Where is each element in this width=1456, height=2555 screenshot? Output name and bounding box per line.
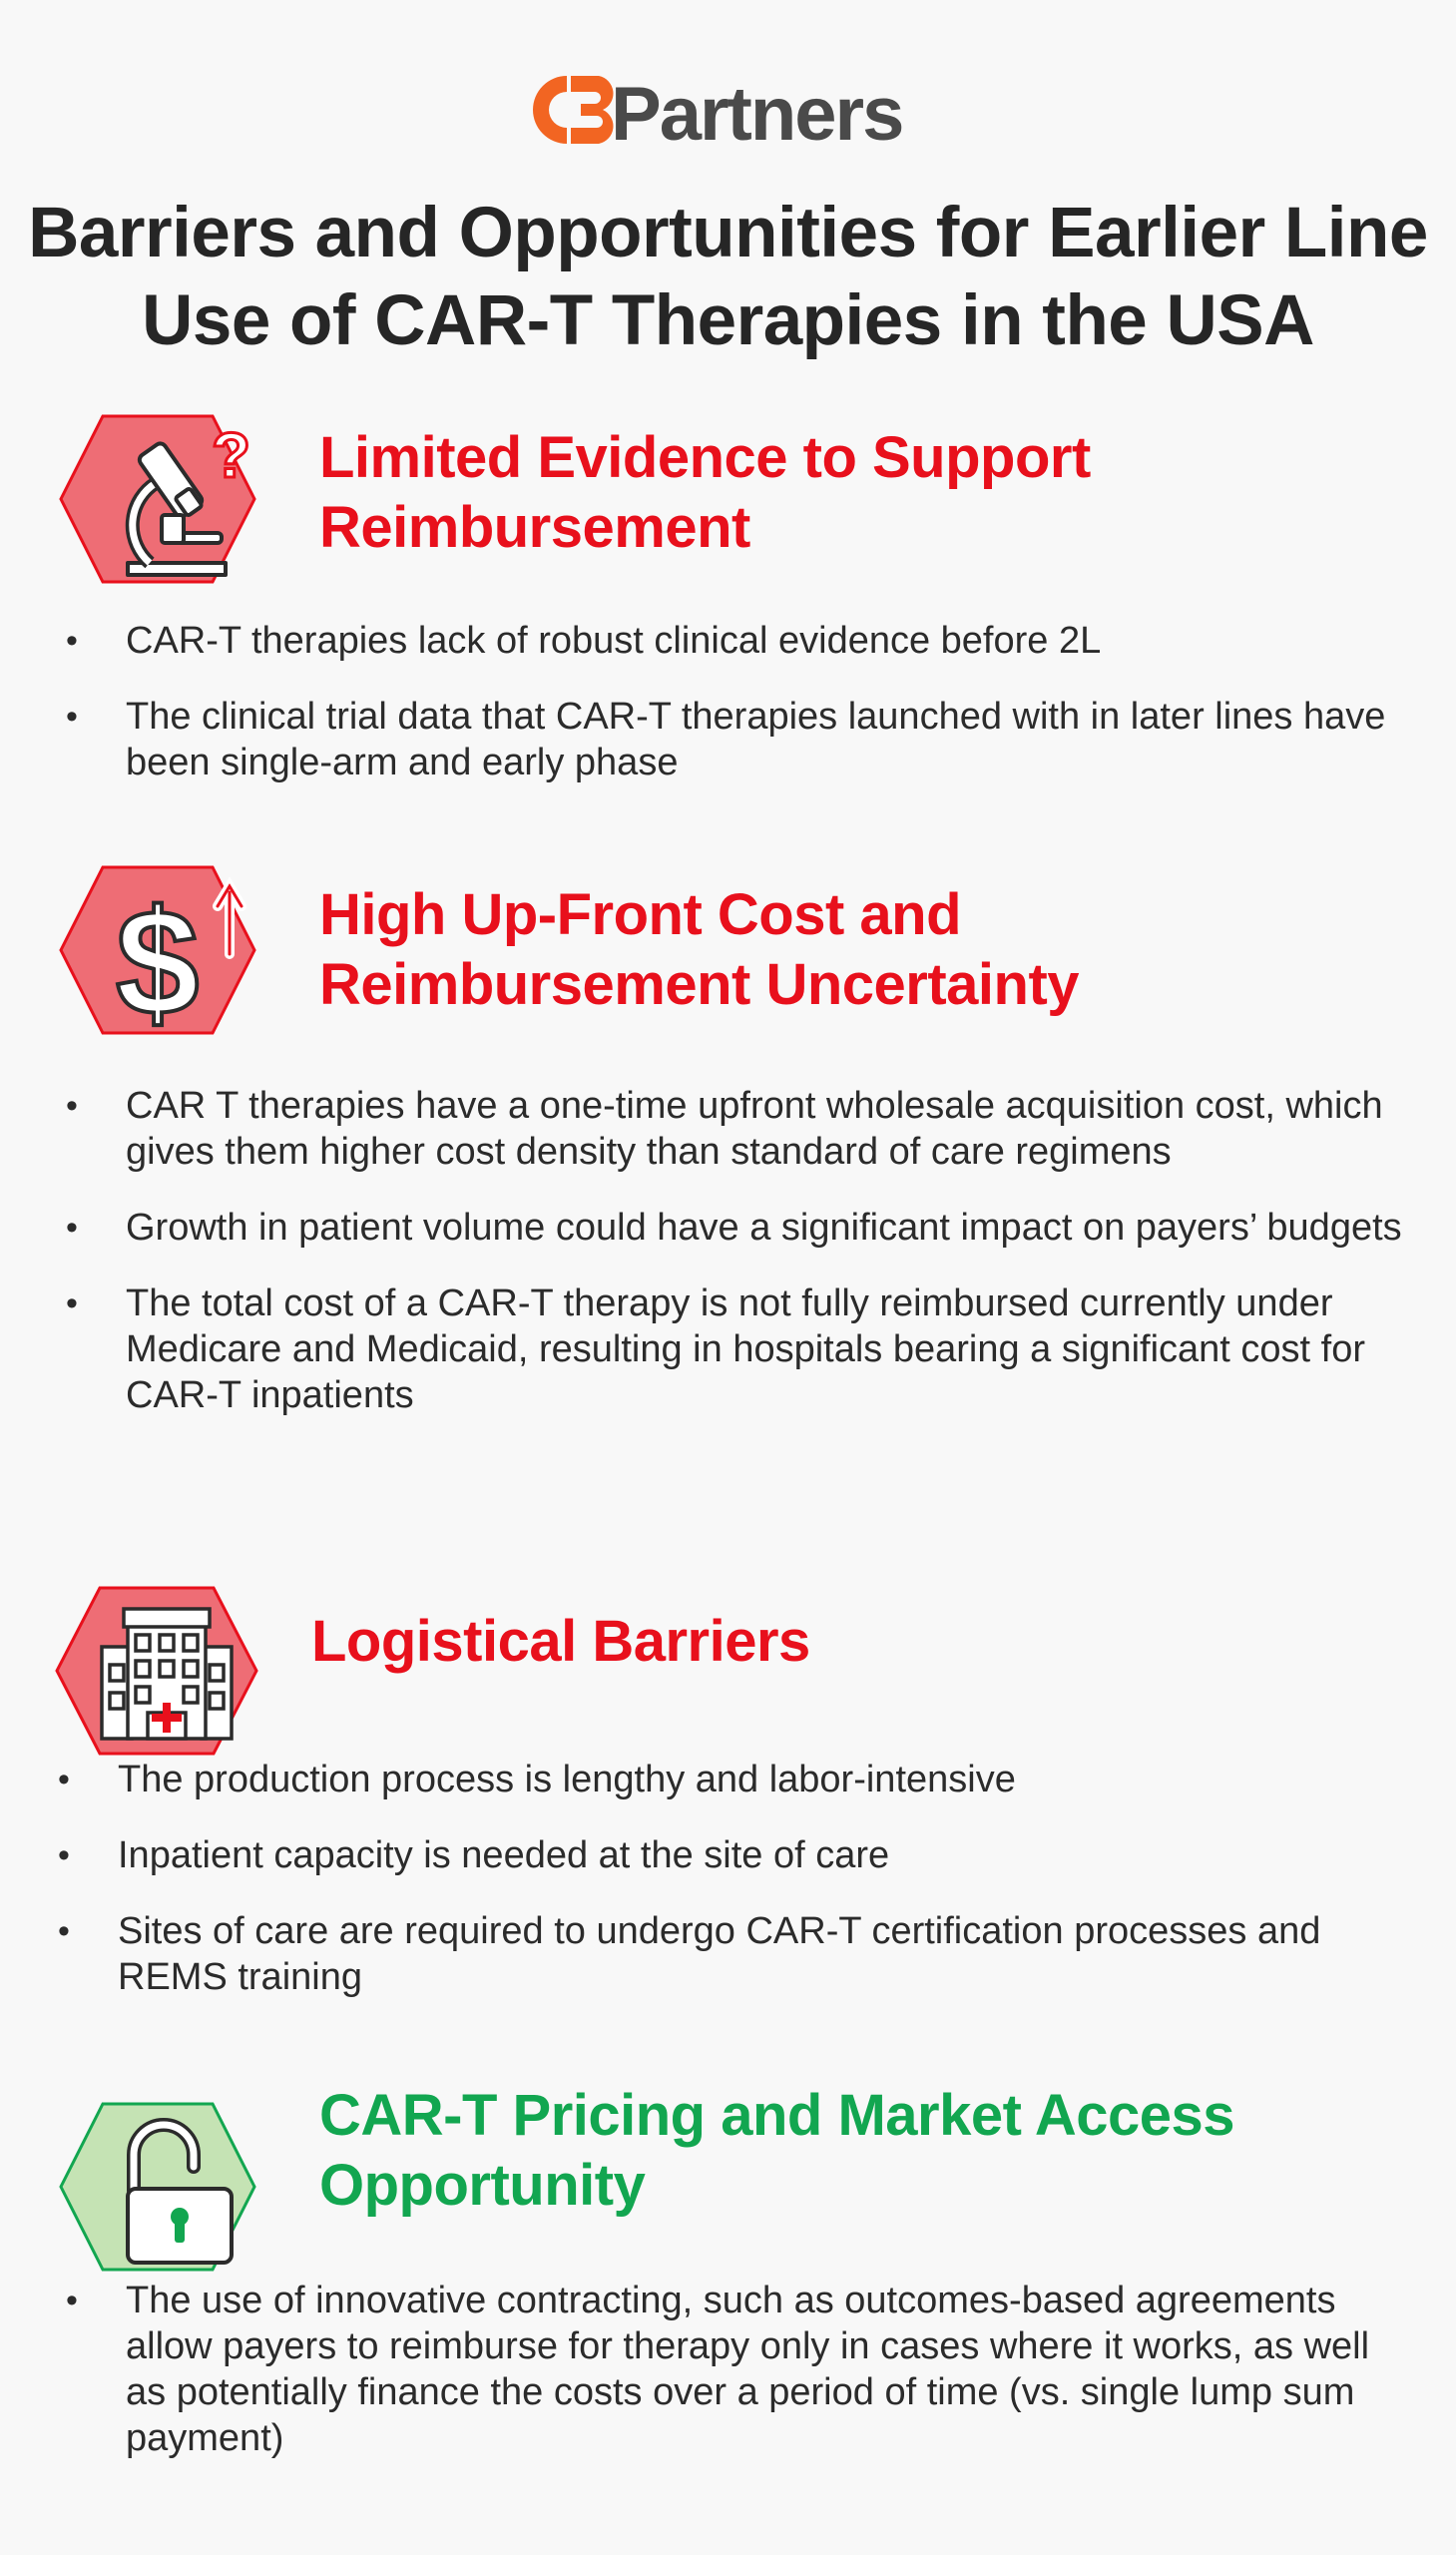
list-item: • The clinical trial data that CAR-T therapies launched with in later lines have been single-arm and early phase <box>66 694 1403 785</box>
unlocked-padlock-icon <box>58 2101 257 2273</box>
svg-text:?: ? <box>212 419 251 491</box>
list-item: • The production process is lengthy and labor-intensive <box>58 1757 1405 1802</box>
section-heading: Limited Evidence to Support Reimbursement <box>319 425 1091 560</box>
list-item: • Inpatient capacity is needed at the site of care <box>58 1832 1405 1878</box>
svg-text:$: $ <box>116 878 200 1036</box>
section-heading: CAR-T Pricing and Market Access Opportunity <box>319 2083 1235 2218</box>
bullet-list <box>58 1757 1405 2030</box>
list-item: • The total cost of a CAR-T therapy is not fully reimbursed currently under Medicare and Medicaid, resulting in hospitals bearing a significant cost for CAR-T inpatients <box>66 1280 1403 1418</box>
bullet-list <box>66 2278 1403 2491</box>
bullet-list <box>66 1083 1403 1448</box>
dollar-arrow-up-icon <box>58 864 257 1036</box>
cb-partners-logo <box>0 64 1456 154</box>
list-item: • CAR T therapies have a one-time upfront wholesale acquisition cost, which gives them higher cost density than standard of care regimens <box>66 1083 1403 1175</box>
hospital-icon <box>54 1585 259 1757</box>
logo-mark <box>519 64 938 154</box>
page-title: Barriers and Opportunities for Earlier Line Use of CAR-T Therapies in the USA <box>28 194 1428 360</box>
section-heading: Logistical Barriers <box>311 1609 810 1674</box>
microscope-question-icon <box>58 413 257 585</box>
list-item: • The use of innovative contracting, such as outcomes-based agreements allow payers to reimburse for therapy only in cases where it works, as well as potentially finance the costs over a period of time (vs. single lump sum payment) <box>66 2278 1403 2461</box>
bullet-list <box>66 618 1403 815</box>
list-item: • CAR-T therapies lack of robust clinical evidence before 2L <box>66 618 1403 664</box>
list-item: • Sites of care are required to undergo CAR-T certification processes and REMS training <box>58 1908 1405 2000</box>
logo-wordmark: Partners <box>610 72 902 154</box>
list-item: • Growth in patient volume could have a significant impact on payers’ budgets <box>66 1205 1403 1251</box>
section-heading: High Up-Front Cost and Reimbursement Uncertainty <box>319 882 1080 1017</box>
